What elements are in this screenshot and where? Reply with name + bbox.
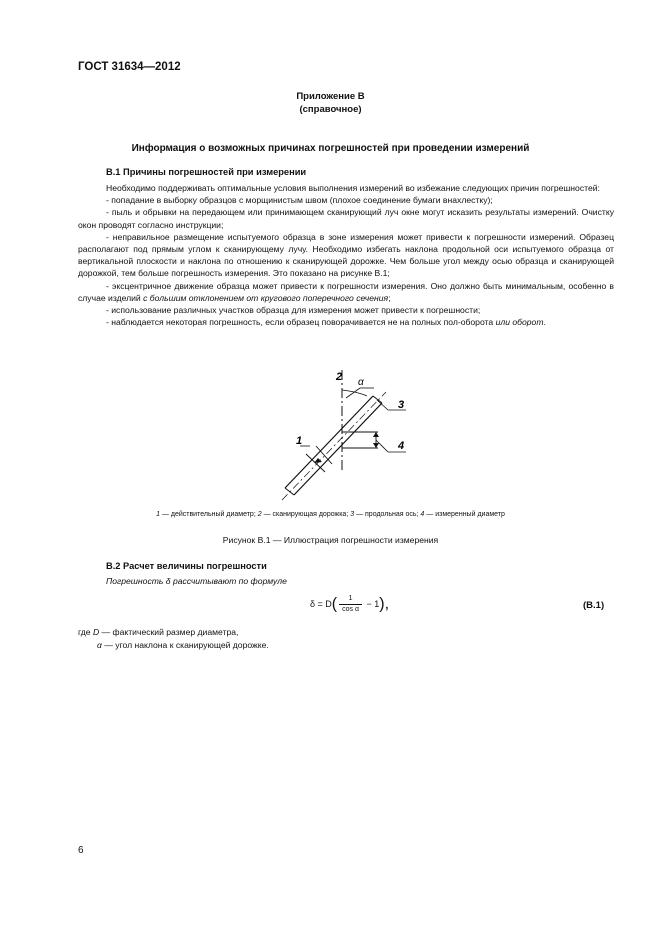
angle-arc <box>342 390 367 396</box>
paragraph <box>78 280 614 304</box>
paragraph-text: - наблюдается некоторая погрешность, если образец поворачивается не на полных пол-оборота <box>106 317 494 328</box>
label-4: 4 <box>398 440 405 452</box>
italic-phrase: с большим отклонением от кругового поперечного сечения <box>143 292 389 303</box>
paragraph: Необходимо поддерживать оптимальные условия выполнения измерений во избежание следующих причин погрешностей: <box>106 183 600 193</box>
label-1: 1 <box>296 435 303 447</box>
paragraph: - попадание в выборку образцов с морщинистым швом (плохое соединение бумаги внахлестку); <box>106 195 493 206</box>
figure-b1-diagram <box>270 360 420 505</box>
paragraph-text: - эксцентричное движение образца может привести к погрешности измерения. Оно должно быть минимальным, особенно в случае изделий <box>78 280 614 303</box>
formula-legend: где D — фактический размер диаметра, α — угол наклона к сканирующей дорожке. <box>78 627 269 650</box>
paragraph: - неправильное размещение испытуемого образца в зоне измерения может привести к погрешности измерений. Образец располагают под прямым углом к сканирующему лучу. Необходимо избегать наклона продольной оси испытуемого образца от вертикальной плоскости и наклона по отношению к сканирующей дорожке. Чем больше угол между осью образца и сканирующей дорожкой, тем больше погрешность измерения. Это показано на рисунке В.1; <box>78 231 614 279</box>
figure-title: Рисунок В.1 — Иллюстрация погрешности измерения <box>222 535 439 545</box>
formula-intro: Погрешность δ рассчитывают по формуле <box>106 576 287 586</box>
paragraph-tail: . <box>543 317 546 328</box>
appendix-title: Приложение В <box>296 91 365 102</box>
section-2-title: В.2 Расчет величины погрешности <box>106 561 267 571</box>
figure-legend: 1 — действительный диаметр; 2 — сканирующая дорожка; 3 — продольная ось; 4 — измеренный диаметр <box>156 511 505 518</box>
page-number: 6 <box>78 845 84 856</box>
equation-number: (В.1) <box>583 600 605 611</box>
section-1-title: В.1 Причины погрешностей при измерении <box>106 167 307 177</box>
paragraph <box>78 316 614 328</box>
label-2: 2 <box>336 371 343 383</box>
standard-header: ГОСТ 31634—2012 <box>78 61 181 73</box>
paragraph-tail: ; <box>388 292 391 303</box>
formula: δ = D( $\frac{1}{\text{cos α}}$ − 1), <box>310 595 390 613</box>
appendix-subtitle: (справочное) <box>299 104 362 115</box>
main-title: Информация о возможных причинах погрешностей при проведении измерений <box>131 143 530 154</box>
label-alpha: α <box>358 377 364 388</box>
section-1-body <box>78 182 614 328</box>
paragraph: - использование различных участков образца для измерения может привести к погрешности; <box>106 305 481 316</box>
label-3: 3 <box>398 399 405 411</box>
sample-edge <box>294 403 382 495</box>
paragraph: - пыль и обрывки на передающем или принимающем сканирующий луч окне могут исказить результаты измерений. Очистку окон проводят согласно инструкции; <box>78 207 614 230</box>
italic-phrase: или оборот <box>495 317 544 328</box>
